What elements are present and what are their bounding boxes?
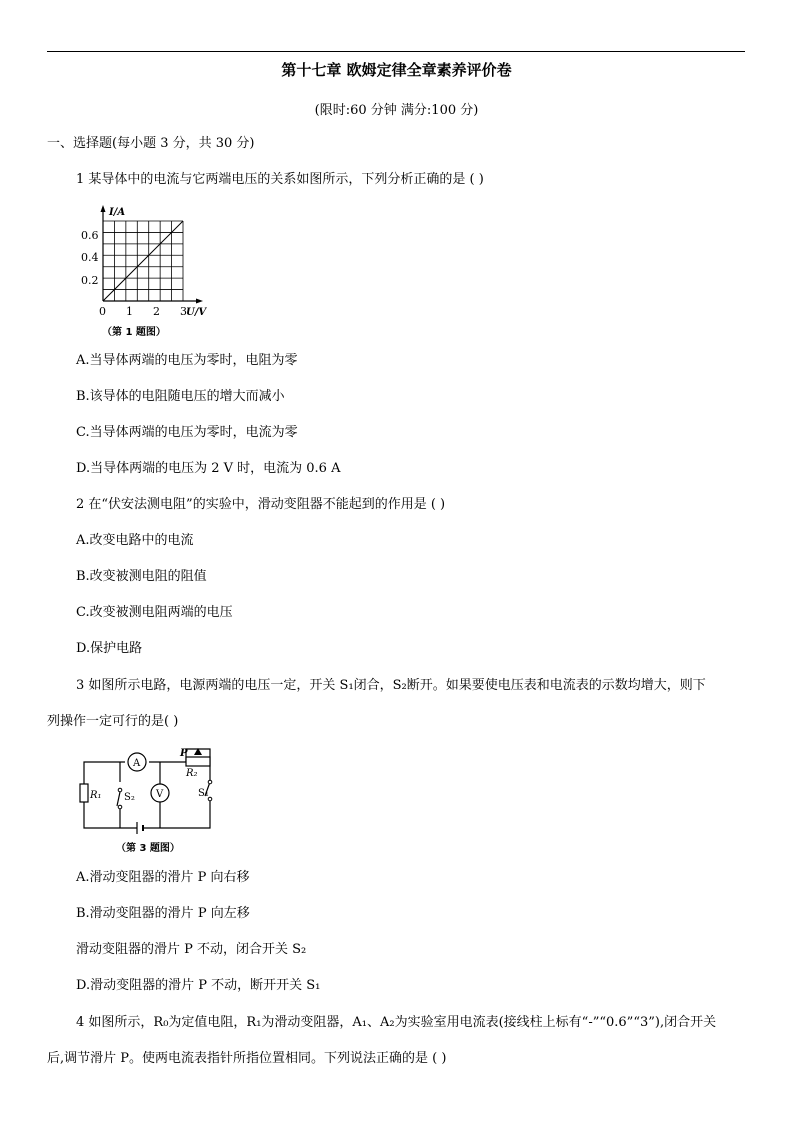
q1-y-tick-0.6: 0.6 bbox=[81, 229, 99, 242]
q1-x-tick-2: 2 bbox=[153, 305, 160, 318]
q3-rheostat-r2 bbox=[186, 757, 210, 766]
q3-voltmeter-label: V bbox=[156, 789, 164, 800]
page-subtitle: (限时:60 分钟 满分:100 分) bbox=[314, 103, 479, 118]
section-heading: 一、选择题(每小题 3 分，共 30 分) bbox=[47, 136, 255, 151]
q3-p-label: P bbox=[180, 748, 188, 759]
q3-r1-label: R₁ bbox=[90, 790, 102, 801]
q2-option-b: B.改变被测电阻的阻值 bbox=[76, 569, 207, 584]
q1-x-axis-label: U/V bbox=[186, 307, 207, 318]
q3-option-d: D.滑动变阻器的滑片 P 不动，断开开关 S₁ bbox=[76, 978, 321, 993]
q1-option-b: B.该导体的电阻随电压的增大而减小 bbox=[76, 389, 285, 404]
q2-stem: 2 在“伏安法测电阻”的实验中，滑动变阻器不能起到的作用是 ( ) bbox=[76, 497, 446, 512]
q1-data-line bbox=[103, 221, 183, 301]
q1-x-tick-1: 1 bbox=[126, 305, 133, 318]
q1-figure-caption: （第 1 题图） bbox=[102, 327, 166, 338]
q1-option-c: C.当导体两端的电压为零时，电流为零 bbox=[76, 425, 298, 440]
q4-stem-line1: 4 如图所示，R₀为定值电阻，R₁为滑动变阻器，A₁、A₂为实验室用电流表(接线柱上标有“-”“0.6”“3”),闭合开关 bbox=[76, 1015, 717, 1030]
q3-figure-caption: （第 3 题图） bbox=[116, 843, 180, 854]
q1-graph bbox=[76, 202, 216, 342]
q3-s2-contact-bottom bbox=[118, 805, 122, 809]
q4-stem-line2: 后,调节滑片 P。使两电流表指针所指位置相同。下列说法正确的是 ( ) bbox=[47, 1051, 447, 1066]
q1-stem: 1 某导体中的电流与它两端电压的关系如图所示，下列分析正确的是 ( ) bbox=[76, 172, 484, 187]
q1-y-tick-0.4: 0.4 bbox=[81, 251, 99, 264]
q2-option-a: A.改变电路中的电流 bbox=[76, 533, 194, 548]
q3-r2-label: R₂ bbox=[186, 768, 198, 779]
q2-option-d: D.保护电路 bbox=[76, 641, 143, 656]
q3-resistor-r1 bbox=[80, 784, 88, 802]
q2-option-c: C.改变被测电阻两端的电压 bbox=[76, 605, 233, 620]
q1-y-arrow bbox=[101, 205, 106, 212]
q3-s1-contact-top bbox=[208, 780, 212, 784]
q1-x-arrow bbox=[196, 299, 203, 304]
q3-option-c: 滑动变阻器的滑片 P 不动，闭合开关 S₂ bbox=[76, 942, 307, 957]
q3-s2-label: S₂ bbox=[124, 792, 135, 803]
q3-s1-label: S₁ bbox=[198, 788, 209, 799]
q3-ammeter-label: A bbox=[133, 758, 141, 769]
q1-option-d: D.当导体两端的电压为 2 V 时，电流为 0.6 A bbox=[76, 461, 341, 476]
q3-option-a: A.滑动变阻器的滑片 P 向右移 bbox=[76, 870, 250, 885]
q1-x-tick-3: 3 bbox=[180, 305, 187, 318]
q1-option-a: A.当导体两端的电压为零时，电阻为零 bbox=[76, 353, 298, 368]
q3-wire-right-lower bbox=[143, 799, 210, 828]
q1-y-axis-label: I/A bbox=[109, 207, 126, 218]
q3-stem-line1: 3 如图所示电路，电源两端的电压一定，开关 S₁闭合，S₂断开。如果要使电压表和电流表的示数均增大，则下 bbox=[76, 678, 706, 693]
page-title: 第十七章 欧姆定律全章素养评价卷 bbox=[281, 61, 512, 79]
q3-option-b: B.滑动变阻器的滑片 P 向左移 bbox=[76, 906, 250, 921]
q3-circuit-diagram bbox=[76, 744, 226, 859]
q3-switch-s2-blade bbox=[117, 792, 120, 806]
q3-s2-contact-top bbox=[118, 788, 122, 792]
q1-x-tick-0: 0 bbox=[99, 305, 106, 318]
q3-stem-line2: 列操作一定可行的是( ) bbox=[47, 714, 179, 729]
header-rule bbox=[47, 51, 745, 52]
q1-y-tick-0.2: 0.2 bbox=[81, 274, 99, 287]
